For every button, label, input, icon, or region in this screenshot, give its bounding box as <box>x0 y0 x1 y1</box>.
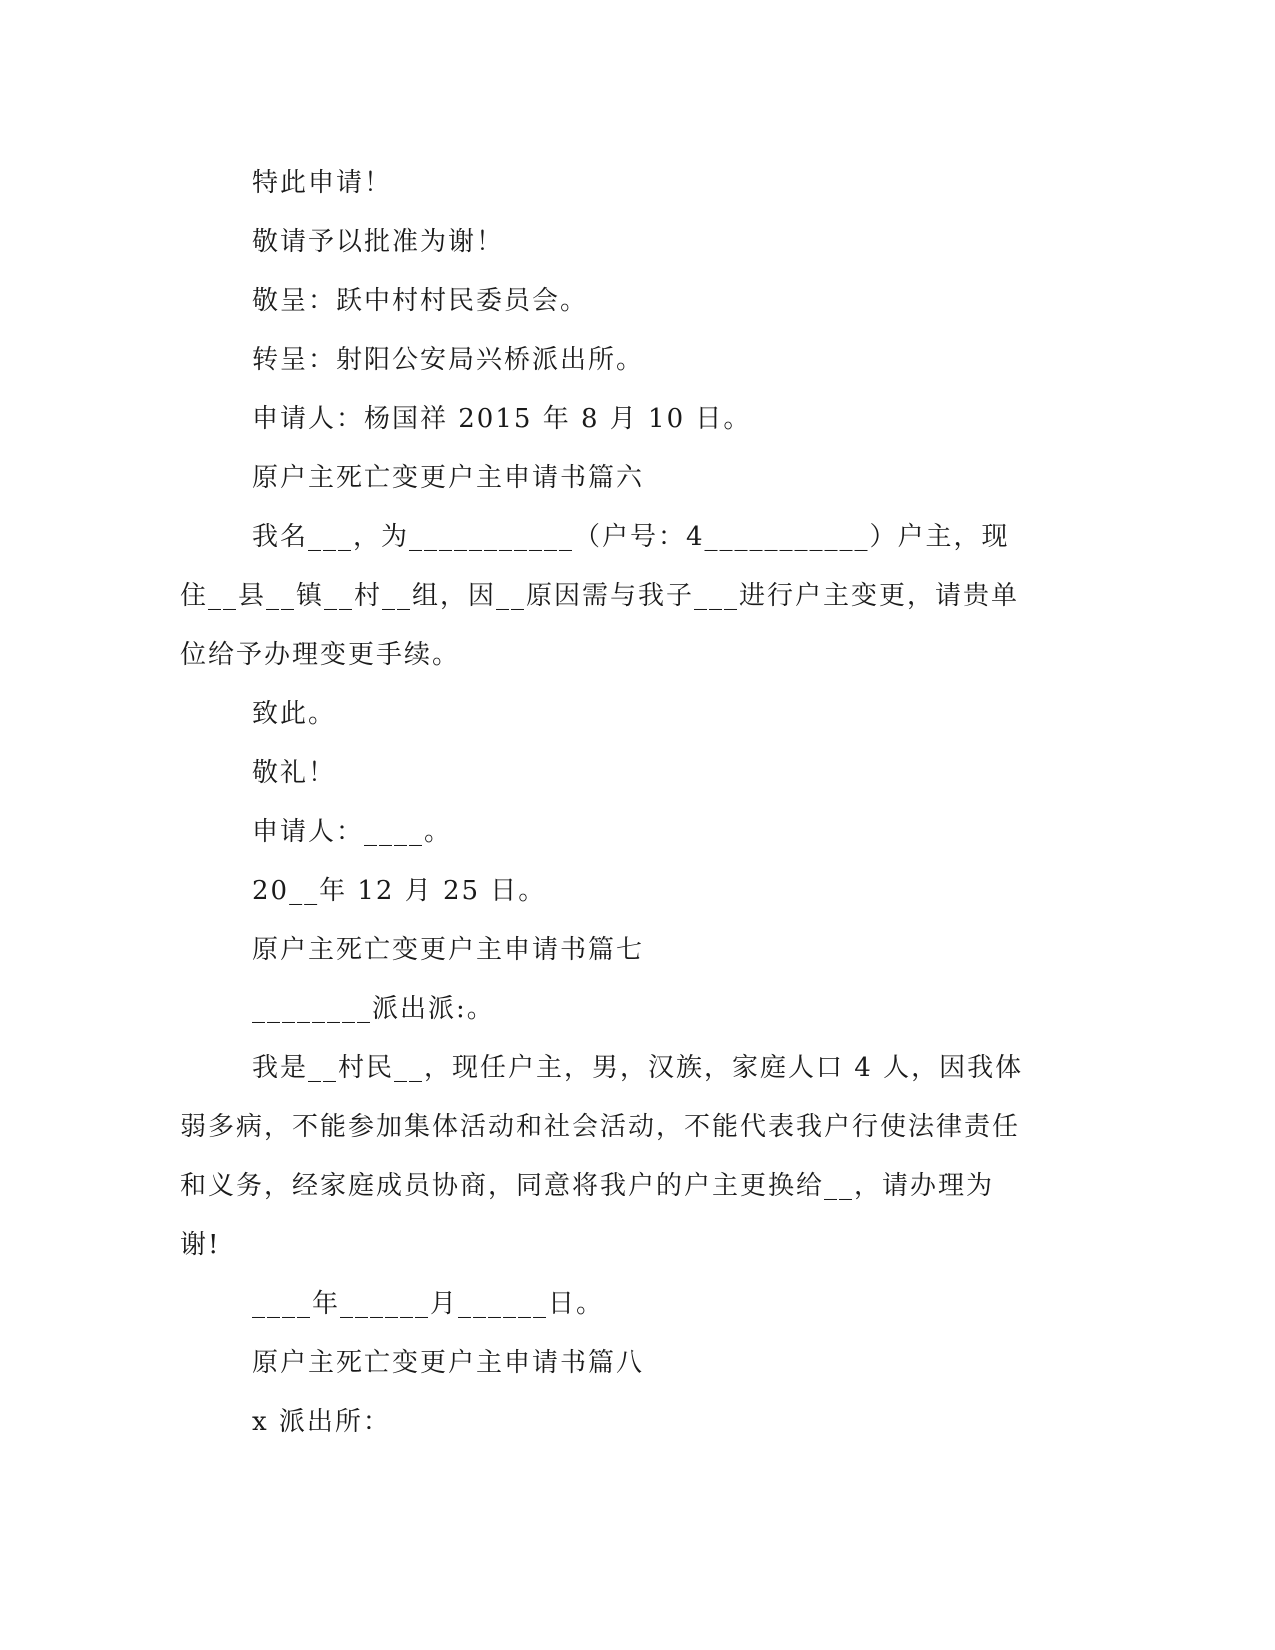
paragraph-closing-request: 特此申请！ <box>252 168 393 198</box>
section-heading-seven: 原户主死亡变更户主申请书篇七 <box>252 935 645 965</box>
paragraph-forwarded-to: 转呈：射阳公安局兴桥派出所。 <box>252 345 645 375</box>
section-heading-eight: 原户主死亡变更户主申请书篇八 <box>252 1348 645 1378</box>
paragraph-date-seven: ____年______月______日。 <box>252 1289 605 1319</box>
paragraph-body-six: 我名___，为___________（户号：4___________）户主，现住__县__镇__村__组，因__原因需与我子___进行户主变更，请贵单位给予办理变更手续。 <box>180 522 1020 670</box>
document-body <box>180 154 1030 1452</box>
paragraph-addressee: 敬呈：跃中村村民委员会。 <box>252 286 589 316</box>
paragraph-applicant-date: 申请人：杨国祥 2015 年 8 月 10 日。 <box>252 404 752 434</box>
paragraph-regards: 敬礼！ <box>252 758 337 788</box>
paragraph-salutation: 致此。 <box>252 699 337 729</box>
paragraph-applicant-blank: 申请人：____。 <box>252 817 453 847</box>
paragraph-date-six: 20__年 12 月 25 日。 <box>252 876 547 906</box>
paragraph-police-station-seven: ________派出派:。 <box>252 994 495 1024</box>
paragraph-police-station-eight: x 派出所： <box>252 1407 391 1437</box>
paragraph-body-seven: 我是__村民__，现任户主，男，汉族，家庭人口 4 人，因我体弱多病，不能参加集体活动和社会活动，不能代表我户行使法律责任和义务，经家庭成员协商，同意将我户的户主更换给__，请办理为谢! <box>180 1053 1024 1260</box>
section-heading-six: 原户主死亡变更户主申请书篇六 <box>252 463 645 493</box>
paragraph-approval-thanks: 敬请予以批准为谢！ <box>252 227 505 257</box>
